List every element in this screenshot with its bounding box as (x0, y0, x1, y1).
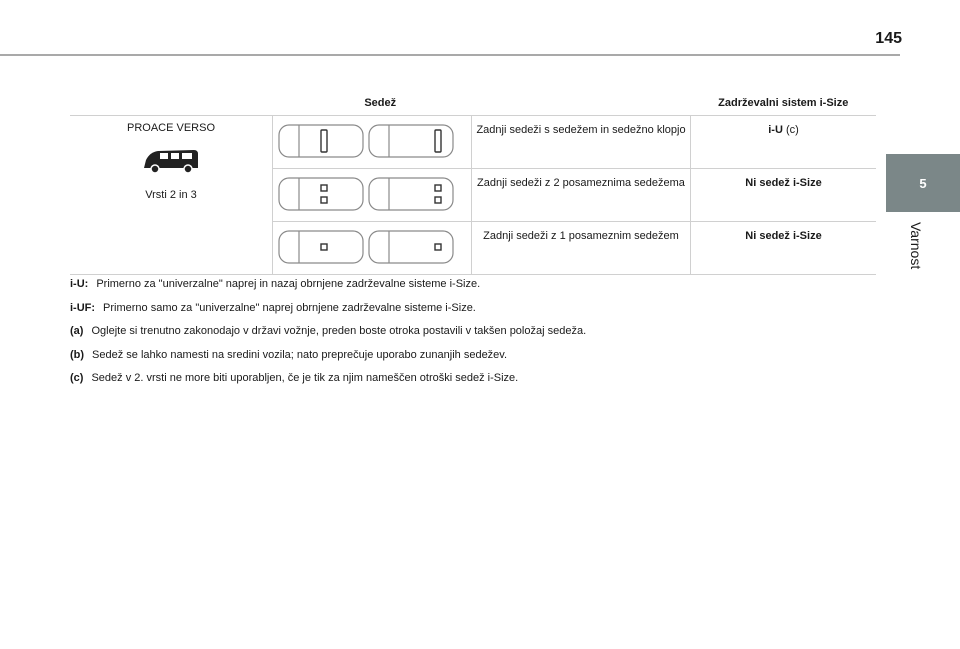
isize-suffix: (c) (782, 124, 799, 136)
row-description: Zadnji sedeži z 2 posameznima sedežema (472, 169, 691, 222)
table-row (70, 116, 876, 169)
row-description: Zadnji sedeži z 1 posameznim sedežem (472, 222, 691, 275)
footnote-text: Primerno samo za "univerzalne" naprej obrnjene zadrževalne sisteme i-Size. (103, 301, 476, 314)
seat-layout-bench-icon (277, 122, 457, 160)
footnote (70, 349, 870, 373)
footnote-text: Sedež v 2. vrsti ne more biti uporabljen, če je tik za njim nameščen otroški sedež i-Size. (91, 372, 519, 384)
footnote-text: Primerno za "univerzalne" naprej in nazaj obrnjene zadrževalne sisteme i-Size. (96, 278, 481, 290)
page-number: 145 (875, 30, 902, 47)
footnote-key: (a) (70, 325, 84, 337)
row-isize (691, 222, 877, 275)
footnote-key: i-UF: (70, 301, 96, 314)
seat-image-cell (273, 169, 472, 222)
section-label-text: Varnost (908, 222, 924, 270)
row-isize (691, 116, 877, 169)
section-tab[interactable]: 5 (886, 154, 960, 212)
footnote (70, 325, 870, 349)
footnote (70, 278, 870, 302)
footnote-key: (c) (70, 372, 84, 384)
section-label (908, 222, 928, 292)
row-isize (691, 169, 877, 222)
footnote (70, 302, 870, 326)
footnotes (70, 278, 870, 396)
model-cell (70, 116, 273, 275)
top-divider (0, 54, 900, 56)
seat-image-cell (273, 116, 472, 169)
row-description: Zadnji sedeži s sedežem in sedežno klopjo (472, 116, 691, 169)
footnote-text: Oglejte si trenutno zakonodajo v državi vožnje, preden boste otroka postavili v takšen položaj sedeža. (91, 325, 587, 337)
footnote-key: i-U: (70, 278, 89, 290)
isize-value: Ni sedež i-Size (745, 177, 822, 189)
header-seat: Sedež (70, 91, 691, 116)
seat-table (70, 91, 876, 275)
van-icon (142, 146, 200, 176)
header-isize: Zadrževalni sistem i-Size (691, 91, 877, 116)
isize-value: i-U (768, 124, 783, 136)
footnote-text: Sedež se lahko namesti na sredini vozila; nato preprečuje uporabo zunanjih sedežev. (92, 348, 508, 361)
model-name: PROACE VERSO (126, 122, 216, 134)
footnote-key: (b) (70, 348, 85, 361)
footnote (70, 372, 870, 396)
seat-layout-two-seats-icon (277, 175, 457, 213)
isize-value: Ni sedež i-Size (745, 230, 822, 242)
seat-layout-one-seat-icon (277, 228, 457, 266)
seat-image-cell (273, 222, 472, 275)
model-rows: Vrsti 2 in 3 (145, 189, 197, 201)
